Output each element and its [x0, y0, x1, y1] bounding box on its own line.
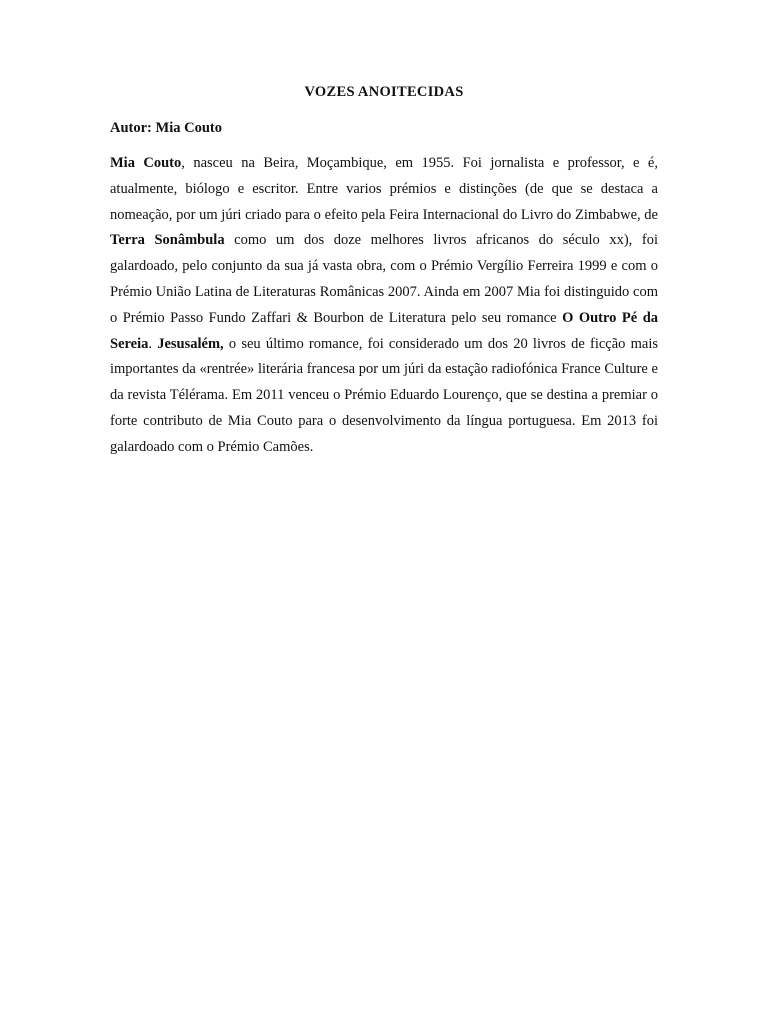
- paragraph-text-2: como um dos doze melhores livros africanos do século xx), foi galardoado, pelo conjunto da sua já vasta obra, com o Prémio Vergílio Ferreira 1999 e com o Prémio União Latina de Literaturas Românicas 2007. Ainda em 2007 Mia foi distinguido com o Prémio Passo Fundo Zaffari & Bourbon de Literatura pelo seu romance: [110, 232, 658, 326]
- author-line: Autor: Mia Couto: [110, 120, 222, 136]
- paragraph-text-1: , nasceu na Beira, Moçambique, em 1955. Foi jornalista e professor, e é, atualmente, biólogo e escritor. Entre varios prémios e distinções (de que se destaca a nomeação, por um júri criado para o efeito pela Feira Internacional do Livro do Zimbabwe, de: [110, 155, 658, 223]
- biography-paragraph: [110, 151, 658, 461]
- book-title-o-outro-pe-da-sereia: O Outro Pé da Sereia: [110, 309, 659, 352]
- paragraph-text-3: .: [148, 335, 158, 352]
- document-title: VOZES ANOITECIDAS: [304, 84, 464, 100]
- paragraph-text-4: o seu último romance, foi considerado um dos 20 livros de ficção mais importantes da «rentrée» literária francesa por um júri da estação radiofónica France Culture e da revista Télérama. Em 2011 venceu o Prémio Eduardo Lourenço, que se destina a premiar o forte contributo de Mia Couto para o desenvolvimento da língua portuguesa. Em 2013 foi galardoado com o Prémio Camões.: [110, 335, 659, 455]
- book-title-jesusalem: Jesusalém,: [157, 335, 224, 352]
- book-title-terra-sonambula: Terra Sonâmbula: [110, 232, 225, 249]
- author-name-bold: Mia Couto: [110, 155, 182, 171]
